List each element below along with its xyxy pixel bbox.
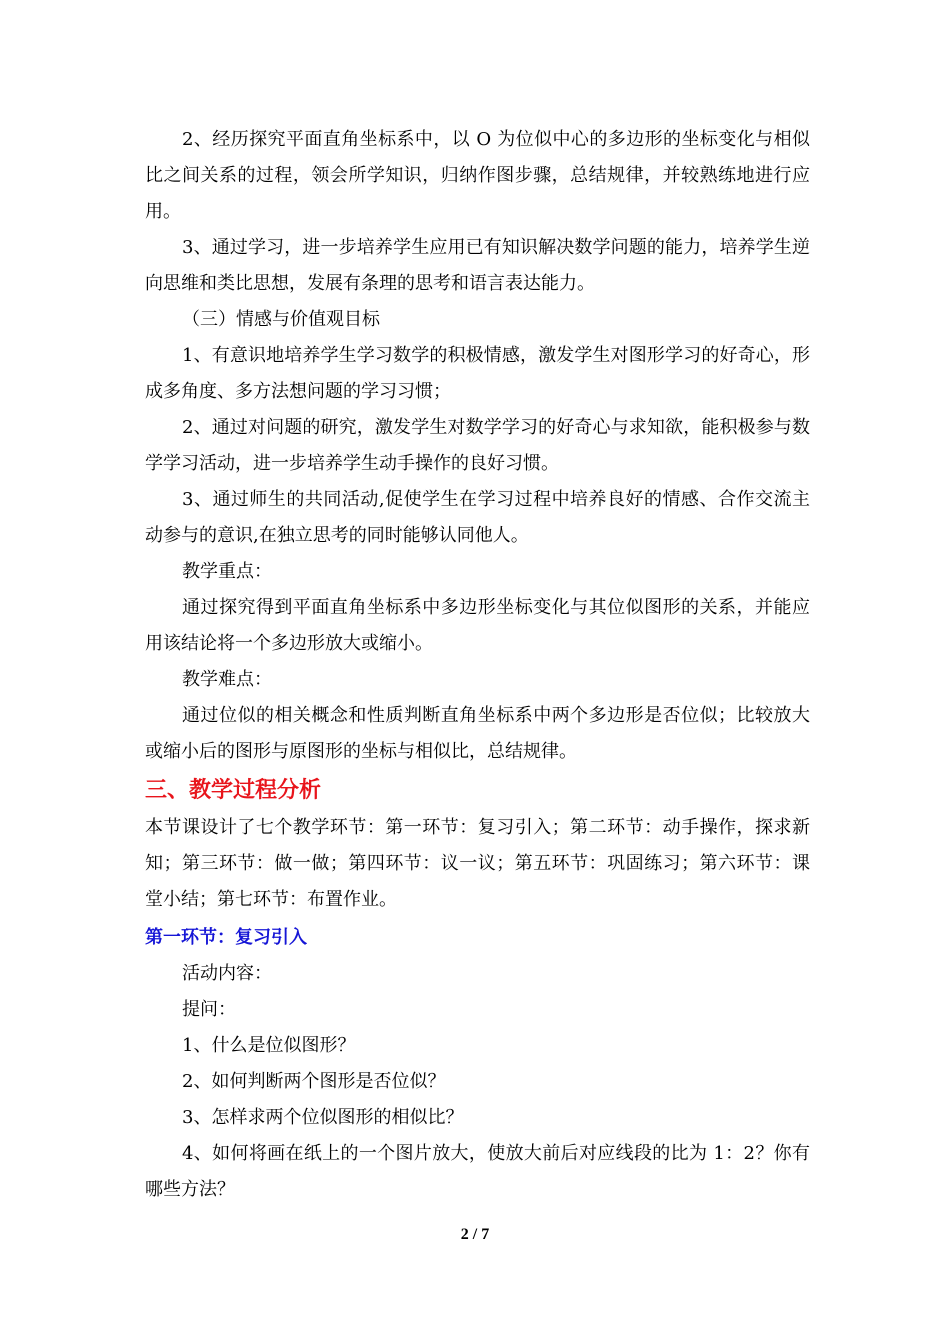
objective-paragraph-2: 2、经历探究平面直角坐标系中，以 O 为位似中心的多边形的坐标变化与相似比之间关系的过程，领会所学知识，归纳作图步骤，总结规律，并较熟练地进行应用。 xyxy=(145,129,810,222)
subsection-heading-attitude: （三）情感与价值观目标 xyxy=(182,309,380,330)
difficulty-text: 通过位似的相关概念和性质判断直角坐标系中两个多边形是否位似；比较放大或缩小后的图形与原图形的坐标与相似比，总结规律。 xyxy=(145,705,810,762)
question-2: 2、如何判断两个图形是否位似？ xyxy=(182,1071,446,1092)
question-4: 4、如何将画在纸上的一个图片放大，使放大前后对应线段的比为 1：2？你有哪些方法？ xyxy=(145,1143,810,1200)
key-point-label: 教学重点： xyxy=(182,561,272,582)
section-heading-teaching-process: 三、教学过程分析 xyxy=(145,778,322,803)
page-content xyxy=(145,122,810,1208)
question-label: 提问： xyxy=(182,999,236,1020)
attitude-paragraph-1: 1、有意识地培养学生学习数学的积极情感，激发学生对图形学习的好奇心，形成多角度、多方法想问题的学习习惯； xyxy=(145,345,810,402)
activity-content-label: 活动内容： xyxy=(182,963,272,984)
objective-paragraph-3: 3、通过学习，进一步培养学生应用已有知识解决数学问题的能力，培养学生逆向思维和类比思想，发展有条理的思考和语言表达能力。 xyxy=(145,237,810,294)
teaching-process-intro: 本节课设计了七个教学环节：第一环节：复习引入；第二环节：动手操作，探求新知；第三环节：做一做；第四环节：议一议；第五环节：巩固练习；第六环节：课堂小结；第七环节：布置作业。 xyxy=(145,817,810,910)
key-point-text: 通过探究得到平面直角坐标系中多边形坐标变化与其位似图形的关系，并能应用该结论将一个多边形放大或缩小。 xyxy=(145,597,810,654)
page-number: 2 / 7 xyxy=(460,1226,490,1243)
attitude-paragraph-2: 2、通过对问题的研究，激发学生对数学学习的好奇心与求知欲，能积极参与数学学习活动，进一步培养学生动手操作的良好习惯。 xyxy=(145,417,810,474)
difficulty-label: 教学难点： xyxy=(182,669,272,690)
attitude-paragraph-3: 3、通过师生的共同活动,促使学生在学习过程中培养良好的情感、合作交流主动参与的意识,在独立思考的同时能够认同他人。 xyxy=(145,489,810,546)
question-3: 3、怎样求两个位似图形的相似比？ xyxy=(182,1107,464,1128)
question-1: 1、什么是位似图形？ xyxy=(182,1035,356,1056)
step-heading-review: 第一环节：复习引入 xyxy=(145,927,307,948)
